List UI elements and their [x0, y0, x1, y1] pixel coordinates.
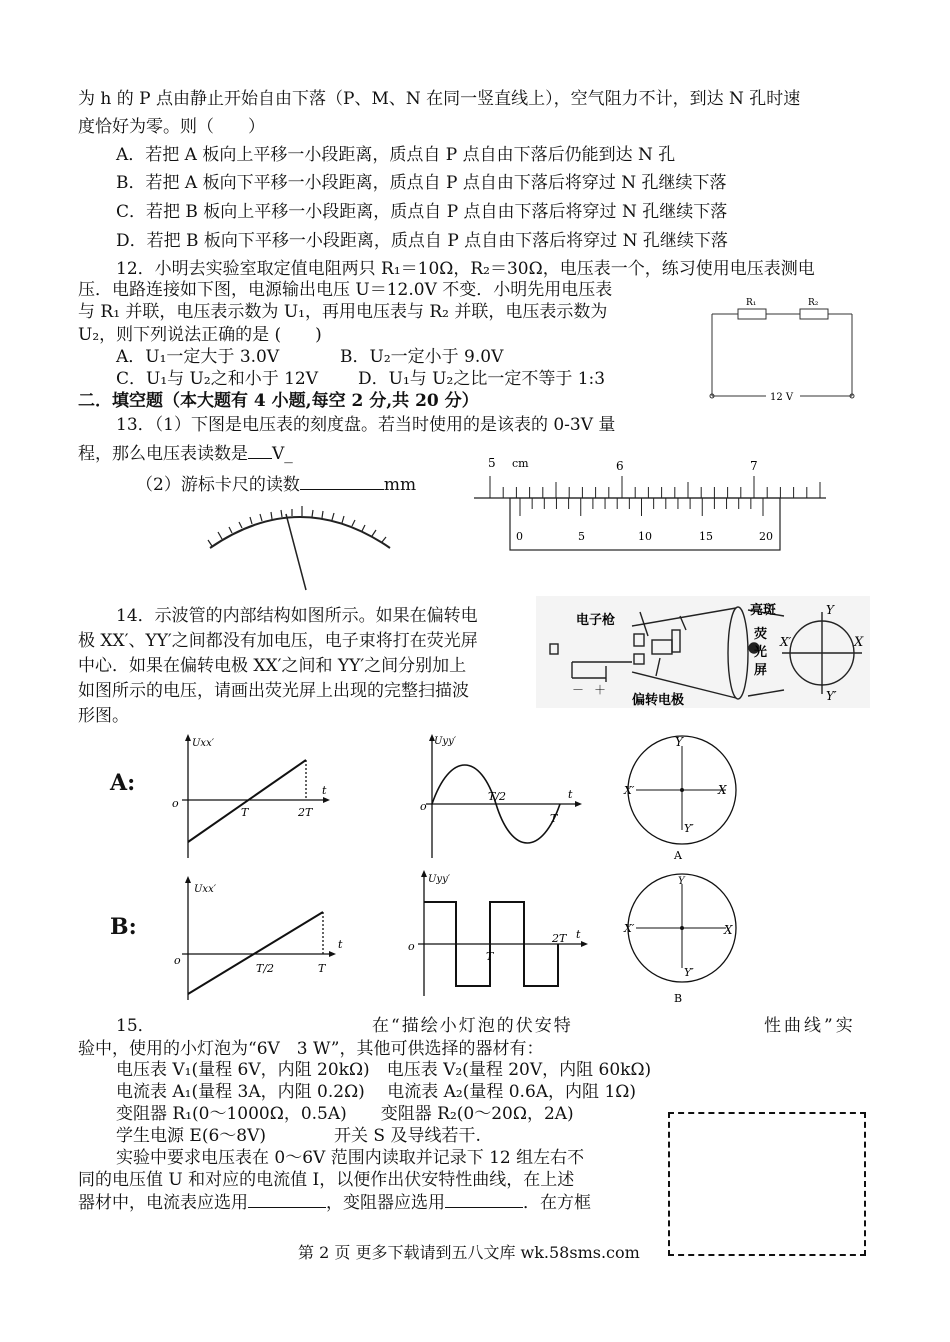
circuit-source-label: 12 V [770, 392, 794, 403]
q11-line1: 为 h 的 P 点由静止开始自由下落（P、M、N 在同一竖直线上），空气阻力不计，到达 N 孔时速 [78, 89, 801, 109]
q12-option-c: C．U₁与 U₂之和小于 12V [116, 369, 319, 389]
graph-a-uyy-t-axis: t [568, 788, 573, 801]
q14-line1: 14．示波管的内部结构如图所示。如果在偏转电 [116, 606, 478, 626]
graph-b-uxx-t-axis: t [338, 938, 343, 951]
graph-a-uxx [168, 732, 344, 860]
q12-option-b: B．U₂一定小于 9.0V [340, 347, 504, 367]
screen-a-xp: X′ [624, 784, 635, 797]
q11-line2: 度恰好为零。则（ ） [78, 117, 265, 137]
q11-option-d: D．若把 B 板向下平移一小段距离，质点自 P 点自由下落后将穿过 N 孔继续下落 [116, 231, 728, 251]
q12-option-a: A．U₁一定大于 3.0V [116, 347, 280, 367]
graph-a-uxx-t-axis: t [322, 784, 327, 797]
q13-line3-prefix: （2）游标卡尺的读数 [136, 475, 300, 495]
graph-b-uxx-tick-half: T/2 [256, 962, 275, 975]
caliper-vernier-0: 0 [516, 530, 523, 543]
tube-yp-label: Y′ [826, 689, 837, 703]
q14-line4: 如图所示的电压，请画出荧光屏上出现的完整扫描波 [78, 681, 469, 701]
graph-row-a-label: A: [110, 770, 136, 796]
q15-line8: 同的电压值 U 和对应的电流值 I，以便作出伏安特性曲线，在上述 [78, 1170, 575, 1190]
graph-a-uxx-tick-2t: 2T [298, 806, 313, 819]
screen-b [618, 872, 748, 1006]
q11-option-b: B．若把 A 板向下平移一小段距离，质点自 P 点自由下落后将穿过 N 孔继续下落 [116, 173, 727, 193]
oscilloscope-tube-diagram [536, 596, 870, 708]
answer-box[interactable] [668, 1112, 866, 1256]
screen-a-x: X [718, 783, 727, 797]
screen-label-2: 光 [754, 645, 768, 660]
q12-line2: 压．电路连接如下图，电源输出电压 U＝12.0V 不变．小明先用电压表 [78, 280, 613, 300]
screen-b-caption: B [674, 992, 683, 1005]
section-title: 二．填空题（本大题有 4 小题,每空 2 分,共 20 分） [78, 391, 479, 411]
tube-minus-label: － [572, 683, 585, 697]
q11-option-a: A．若把 A 板向上平移一小段距离，质点自 P 点自由下落后仍能到达 N 孔 [116, 145, 676, 165]
q12-option-d: D．U₁与 U₂之比一定不等于 1:3 [358, 369, 606, 389]
q15-line7: 实验中要求电压表在 0～6V 范围内读取并记录下 12 组左右不 [116, 1148, 585, 1168]
caliper-reading-blank[interactable] [300, 473, 384, 490]
caliper-unit-cm: cm [512, 457, 529, 470]
circuit-r2-label: R₂ [808, 298, 819, 308]
caliper-main-5: 5 [488, 456, 496, 470]
q15-line9-middle: ，变阻器应选用 [326, 1193, 445, 1213]
q13-line2-suffix: V_ [272, 444, 293, 464]
graph-b-uxx-origin: o [174, 954, 181, 967]
q15-line1-end: 性曲线”实 [764, 1016, 856, 1036]
graph-a-uyy-origin: o [420, 800, 427, 813]
graph-a-uxx-origin: o [172, 797, 179, 810]
q15-line9-suffix: ．在方框 [523, 1193, 591, 1213]
tube-plus-label: ＋ [594, 683, 607, 697]
q15-line5: 变阻器 R₁(0～1000Ω，0.5A) 变阻器 R₂(0～20Ω，2A) [116, 1104, 574, 1124]
q15-line3: 电压表 V₁(量程 6V，内阻 20kΩ) 电压表 V₂(量程 20V，内阻 60kΩ) [116, 1060, 652, 1080]
screen-a-yp: Y′ [684, 822, 694, 835]
q15-line9-prefix: 器材中，电流表应选用 [78, 1193, 248, 1213]
q15-line2: 验中，使用的小灯泡为“6V 3 W”，其他可供选择的器材有： [78, 1039, 544, 1059]
caliper-main-7: 7 [750, 459, 758, 473]
voltmeter-dial [200, 496, 400, 596]
q14-line3: 中心．如果在偏转电极 XX′之间和 YY′之间分别加上 [78, 656, 467, 676]
screen-b-yp: Y′ [684, 966, 694, 979]
graph-b-uxx-axis-label: Uxx′ [194, 884, 216, 895]
q12-line1: 12．小明去实验室取定值电阻两只 R₁＝10Ω，R₂＝30Ω，电压表一个，练习使用电压表测电 [116, 259, 815, 279]
ammeter-choice-blank[interactable] [248, 1191, 326, 1208]
graph-a-uxx-axis-label: Uxx′ [192, 738, 214, 749]
q13-line3 [136, 473, 416, 496]
q12-line3: 与 R₁ 并联，电压表示数为 U₁，再用电压表与 R₂ 并联，电压表示数为 [78, 302, 608, 322]
graph-b-uyy-t-axis: t [576, 928, 581, 941]
screen-a-y: Y [675, 735, 683, 749]
q12-line4: U₂，则下列说法正确的是 ( ) [78, 325, 322, 345]
graph-b-uyy-tick-2t: 2T [552, 932, 567, 945]
graph-b-uyy-origin: o [408, 940, 415, 953]
screen-b-y: Y [678, 876, 685, 887]
q13-line2 [78, 442, 293, 465]
graph-b-uyy-axis-label: Uyy′ [428, 874, 450, 885]
q13-line1: 13．（1）下图是电压表的刻度盘。若当时使用的是该表的 0-3V 量 [116, 415, 616, 435]
screen-a-caption: A [674, 849, 682, 862]
q15-line9 [78, 1191, 591, 1214]
tube-x-label: X [854, 635, 864, 650]
caliper-vernier-20: 20 [759, 530, 773, 543]
circuit-diagram [700, 292, 870, 410]
bright-spot-label: 亮斑 [750, 603, 777, 618]
graph-a-uyy-tick-half: T/2 [488, 790, 507, 803]
q14-line2: 极 XX′、YY′之间都没有加电压，电子束将打在荧光屏 [78, 631, 478, 651]
rheostat-choice-blank[interactable] [445, 1191, 523, 1208]
vernier-caliper [470, 454, 830, 554]
graph-a-uxx-tick-t: T [241, 806, 249, 819]
voltmeter-reading-blank[interactable] [248, 442, 272, 459]
q15-line4: 电流表 A₁(量程 3A，内阻 0.2Ω) 电流表 A₂(量程 0.6A，内阻 1Ω) [116, 1082, 636, 1102]
graph-a-uyy [420, 732, 590, 860]
screen-label-1: 荧 [754, 627, 768, 642]
q13-line3-suffix: mm [383, 475, 417, 495]
q14-line5: 形图。 [78, 706, 129, 726]
q13-line2-prefix: 程，那么电压表读数是 [78, 444, 248, 464]
graph-a-uyy-axis-label: Uyy′ [434, 736, 456, 747]
graph-b-uyy-tick-t: T [486, 950, 494, 963]
screen-label-3: 屏 [754, 663, 768, 678]
graph-row-b-label: B: [110, 914, 137, 940]
deflection-electrode-label: 偏转电极 [632, 693, 685, 708]
q15-number: 15． [116, 1016, 155, 1036]
screen-b-xp: X′ [624, 922, 635, 935]
graph-a-uyy-tick-t: T [550, 812, 558, 825]
q15-line1-middle: 在“描绘小灯泡的伏安特 [372, 1016, 573, 1036]
caliper-main-6: 6 [616, 459, 624, 473]
electron-gun-label: 电子枪 [576, 613, 616, 628]
caliper-vernier-10: 10 [638, 530, 652, 543]
caliper-vernier-15: 15 [699, 530, 713, 543]
circuit-r1-label: R₁ [746, 298, 757, 308]
graph-b-uxx [168, 874, 348, 1002]
q11-option-c: C．若把 B 板向上平移一小段距离，质点自 P 点自由下落后将穿过 N 孔继续下落 [116, 202, 728, 222]
tube-xp-label: X′ [780, 635, 792, 649]
screen-a [618, 732, 748, 862]
q15-line6: 学生电源 E(6～8V) 开关 S 及导线若干. [116, 1126, 481, 1146]
graph-b-uyy [400, 870, 596, 998]
graph-b-uxx-tick-t: T [318, 962, 326, 975]
tube-y-label: Y [826, 603, 834, 617]
screen-b-x: X [724, 923, 733, 937]
footer: 第 2 页 更多下载请到五八文库 wk.58sms.com [298, 1243, 640, 1262]
caliper-vernier-5: 5 [578, 530, 585, 543]
